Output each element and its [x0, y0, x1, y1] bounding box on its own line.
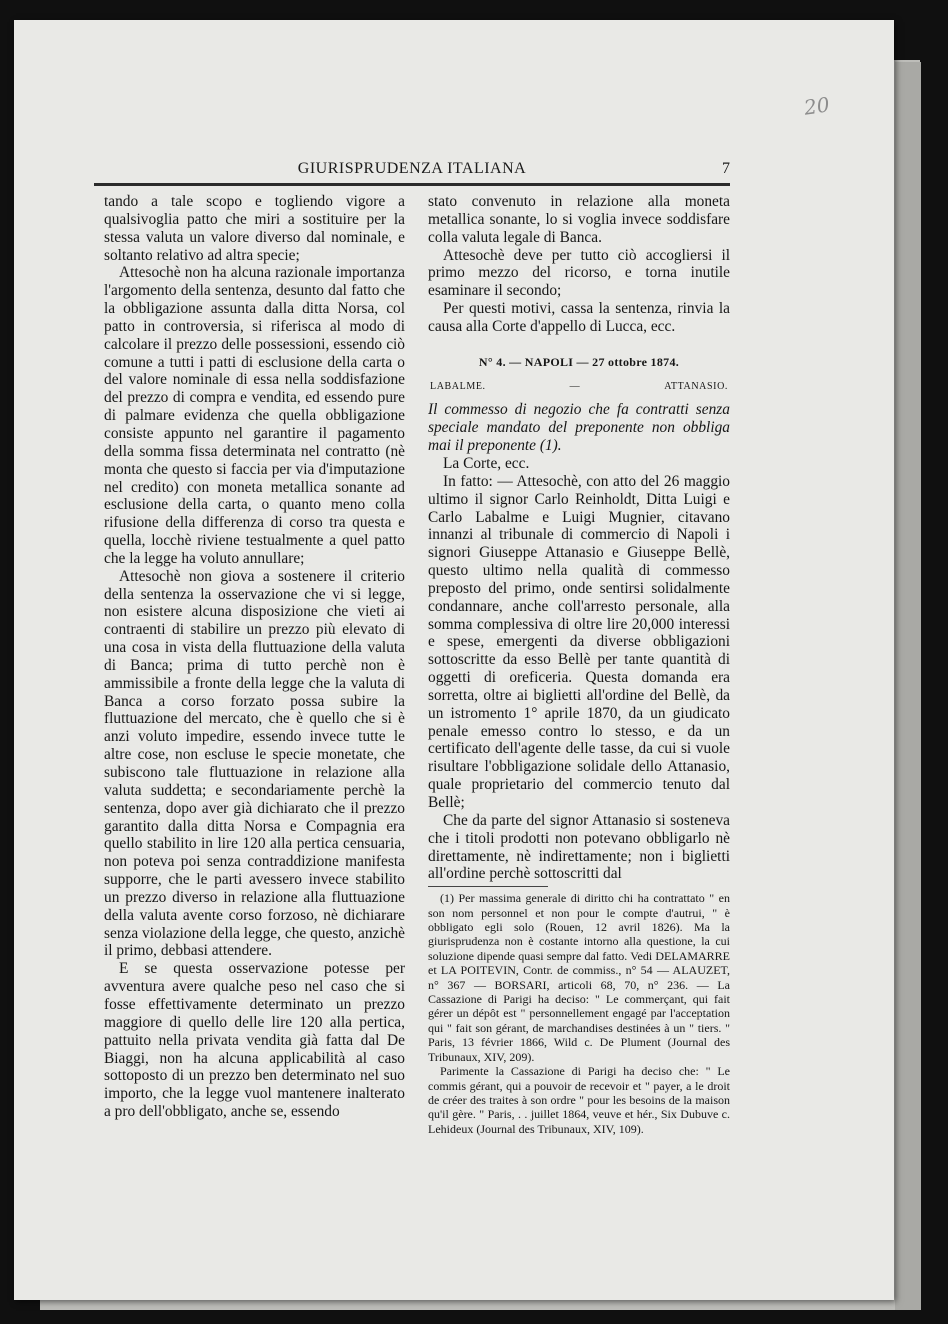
- paragraph: stato convenuto in relazione alla moneta metallica sonante, lo si voglia invece soddisfare colla valuta legale di Banca.: [428, 193, 730, 246]
- paragraph: Attesochè deve per tutto ciò accogliersi il primo mezzo del ricorso, e torna inutile esaminare il secondo;: [428, 246, 730, 300]
- page-edge-strip: [895, 62, 921, 1310]
- paragraph: Per questi motivi, cassa la sentenza, rinvia la causa alla Corte d'appello di Lucca, ecc.: [428, 300, 730, 335]
- party-defendant: ATTANASIO.: [664, 380, 728, 392]
- pencil-mark: 20: [802, 92, 831, 120]
- running-head: GIURISPRUDENZA ITALIANA: [297, 160, 527, 177]
- paragraph: E se questa osservazione potesse per avventura avere qualche peso nel caso che si fosse effettivamente determinato un prezzo maggiore di quello delle lire 120 alla pertica, pattuito nella privata vendita già fatta dal De Biaggi, non ha alcuna applicabilità al caso sottoposto di un prezzo ben determinato nel suo importo, che la legge vuol mantenere inalterato a pro dell'obbligato, anche se, essendo: [104, 960, 405, 1121]
- paragraph: Attesochè non ha alcuna razionale importanza l'argomento della sentenza, desunto dal fatto che la obbligazione assunta dalla ditta Norsa, col patto in controversia, si riferisca al modo di calcolare il prezzo delle possessioni, essendo ciò comune a tutti i patti di esclusione della carta o del valore nominale di essa nella soddisfazione del prezzo di compra e vendita, ed essendo pure di palmare evidenza che quella obbligazione consiste appunto nel garantire il pagamento della somma fissa determinata nel contratto (nè monta che questo si faccia per via d'imputazione nel credito) con moneta metallica sonante ad esclusione della carta, o quanto meno colla rifusione della differenza di corso tra questa e quella, locchè riviene testualmente a quel patto che la legge ha voluto annullare;: [104, 264, 405, 567]
- right-column: [428, 193, 730, 1136]
- case-heading: N° 4. — NAPOLI — 27 ottobre 1874.: [478, 354, 680, 369]
- case-parties: [430, 378, 728, 396]
- party-dash: —: [569, 380, 581, 392]
- case-maxim: Il commesso di negozio che fa contratti senza speciale mandato del preponente non obbliga mai il preponente (1).: [428, 401, 730, 455]
- paragraph: tando a tale scopo e togliendo vigore a qualsivoglia patto che miri a sostituire per la stessa valuta un valore diverso dal nominale, e soltanto relativo ad altra specie;: [104, 193, 405, 264]
- footnote: (1) Per massima generale di diritto chi ha contrattato " en son nom personnel et non pour le compte d'autrui, " è obbligato egli solo (Rouen, 12 avril 1826). Ma la giurisprudenza non è costante intorno alla questione, la cui soluzione dipende quasi sempre dal fatto. Vedi DELAMARRE et LA POITEVIN, Contr. de commiss., n° 54 — ALAUZET, n° 367 — BORSARI, articoli 68, 70, n° 236. — La Cassazione di Parigi ha deciso: " Le commerçant, qui fait gérer un dépôt est " personnellement engagé par l'acceptation qui " fait son gérant, de marchandises destinées à un " tiers. " Paris, 13 février 1866, Wild c. De Plument (Journal des Tribunaux, XIV, 209).: [428, 891, 730, 1064]
- header-rule: [94, 183, 730, 186]
- left-column: [104, 193, 405, 1121]
- page-number: 7: [722, 160, 730, 177]
- footnote: Parimente la Cassazione di Parigi ha deciso che: " Le commis gérant, qui a pouvoir de recevoir et " payer, a le droit de créer des traites à son ordre " pour les besoins de la maison qu'il gère. " Paris, . . juillet 1864, veuve et hér., Six Dubuve c. Lehideux (Journal des Tribunaux, XIV, 109).: [428, 1064, 730, 1136]
- footnote-rule: [428, 886, 548, 887]
- paragraph: In fatto: — Attesochè, con atto del 26 maggio ultimo il signor Carlo Reinholdt, Ditta Luigi e Carlo Labalme e Luigi Mugnier, citavano innanzi al tribunale di commercio di Napoli i signori Giuseppe Attanasio e Giuseppe Bellè, questo ultimo nella qualità di commesso preposto del primo, onde sentirsi solidalmente condannare, anche coll'arresto personale, alla somma complessiva di oltre lire 20,000 interessi e spese, emergenti da diverse obbligazioni sottoscritte da esso Bellè per tante quantità di oggetti di oreficeria. Questa domanda era sorretta, oltre ai biglietti all'ordine del Bellè, da un istromento 1° aprile 1870, da un giudicato penale emesso contro lo stesso, e da un certificato dell'agente delle tasse, da cui si vuole risultare l'obbligazione solidale dello Attanasio, quale proprietario del commercio tenuto dal Bellè;: [428, 472, 730, 811]
- party-plaintiff: LABALME.: [430, 380, 486, 392]
- paragraph: Che da parte del signor Attanasio si sosteneva che i titoli prodotti non potevano obbligarlo nè direttamente, nè indirettamente; non i biglietti all'ordine perchè sottoscritti dal: [428, 811, 730, 883]
- paragraph: La Corte, ecc.: [443, 454, 530, 472]
- page-header: [94, 160, 730, 184]
- paragraph: Attesochè non giova a sostenere il criterio della sentenza la osservazione che vi si legge, non esistere alcuna disposizione che vieti ai contraenti di stabilire un prezzo più elevato di una cosa in vista della fluttuazione della valuta di Banca; prima di tutto perchè non è ammissibile a fronte della legge che la valuta di Banca a corso forzato possa subire la fluttuazione del mercato, che è quello che si è anzi voluto impedire, essendo invece tutte le altre cose, non escluse le specie monetate, che subiscono tale fluttuazione in relazione alla valuta suddetta; e secondariamente perchè la sentenza, dopo aver già dichiarato che il prezzo garantito dalla ditta Norsa e Compagnia era quello stabilito in lire 120 alla pertica censuaria, non poteva poi senza contraddizione manifesta supporre, che le parti avessero invece stabilito un prezzo diverso in relazione alla fluttuazione della valuta avente corso forzoso, nè dichiarare senza violazione della legge, che questo, anzichè il primo, debbasi attendere.: [104, 567, 405, 960]
